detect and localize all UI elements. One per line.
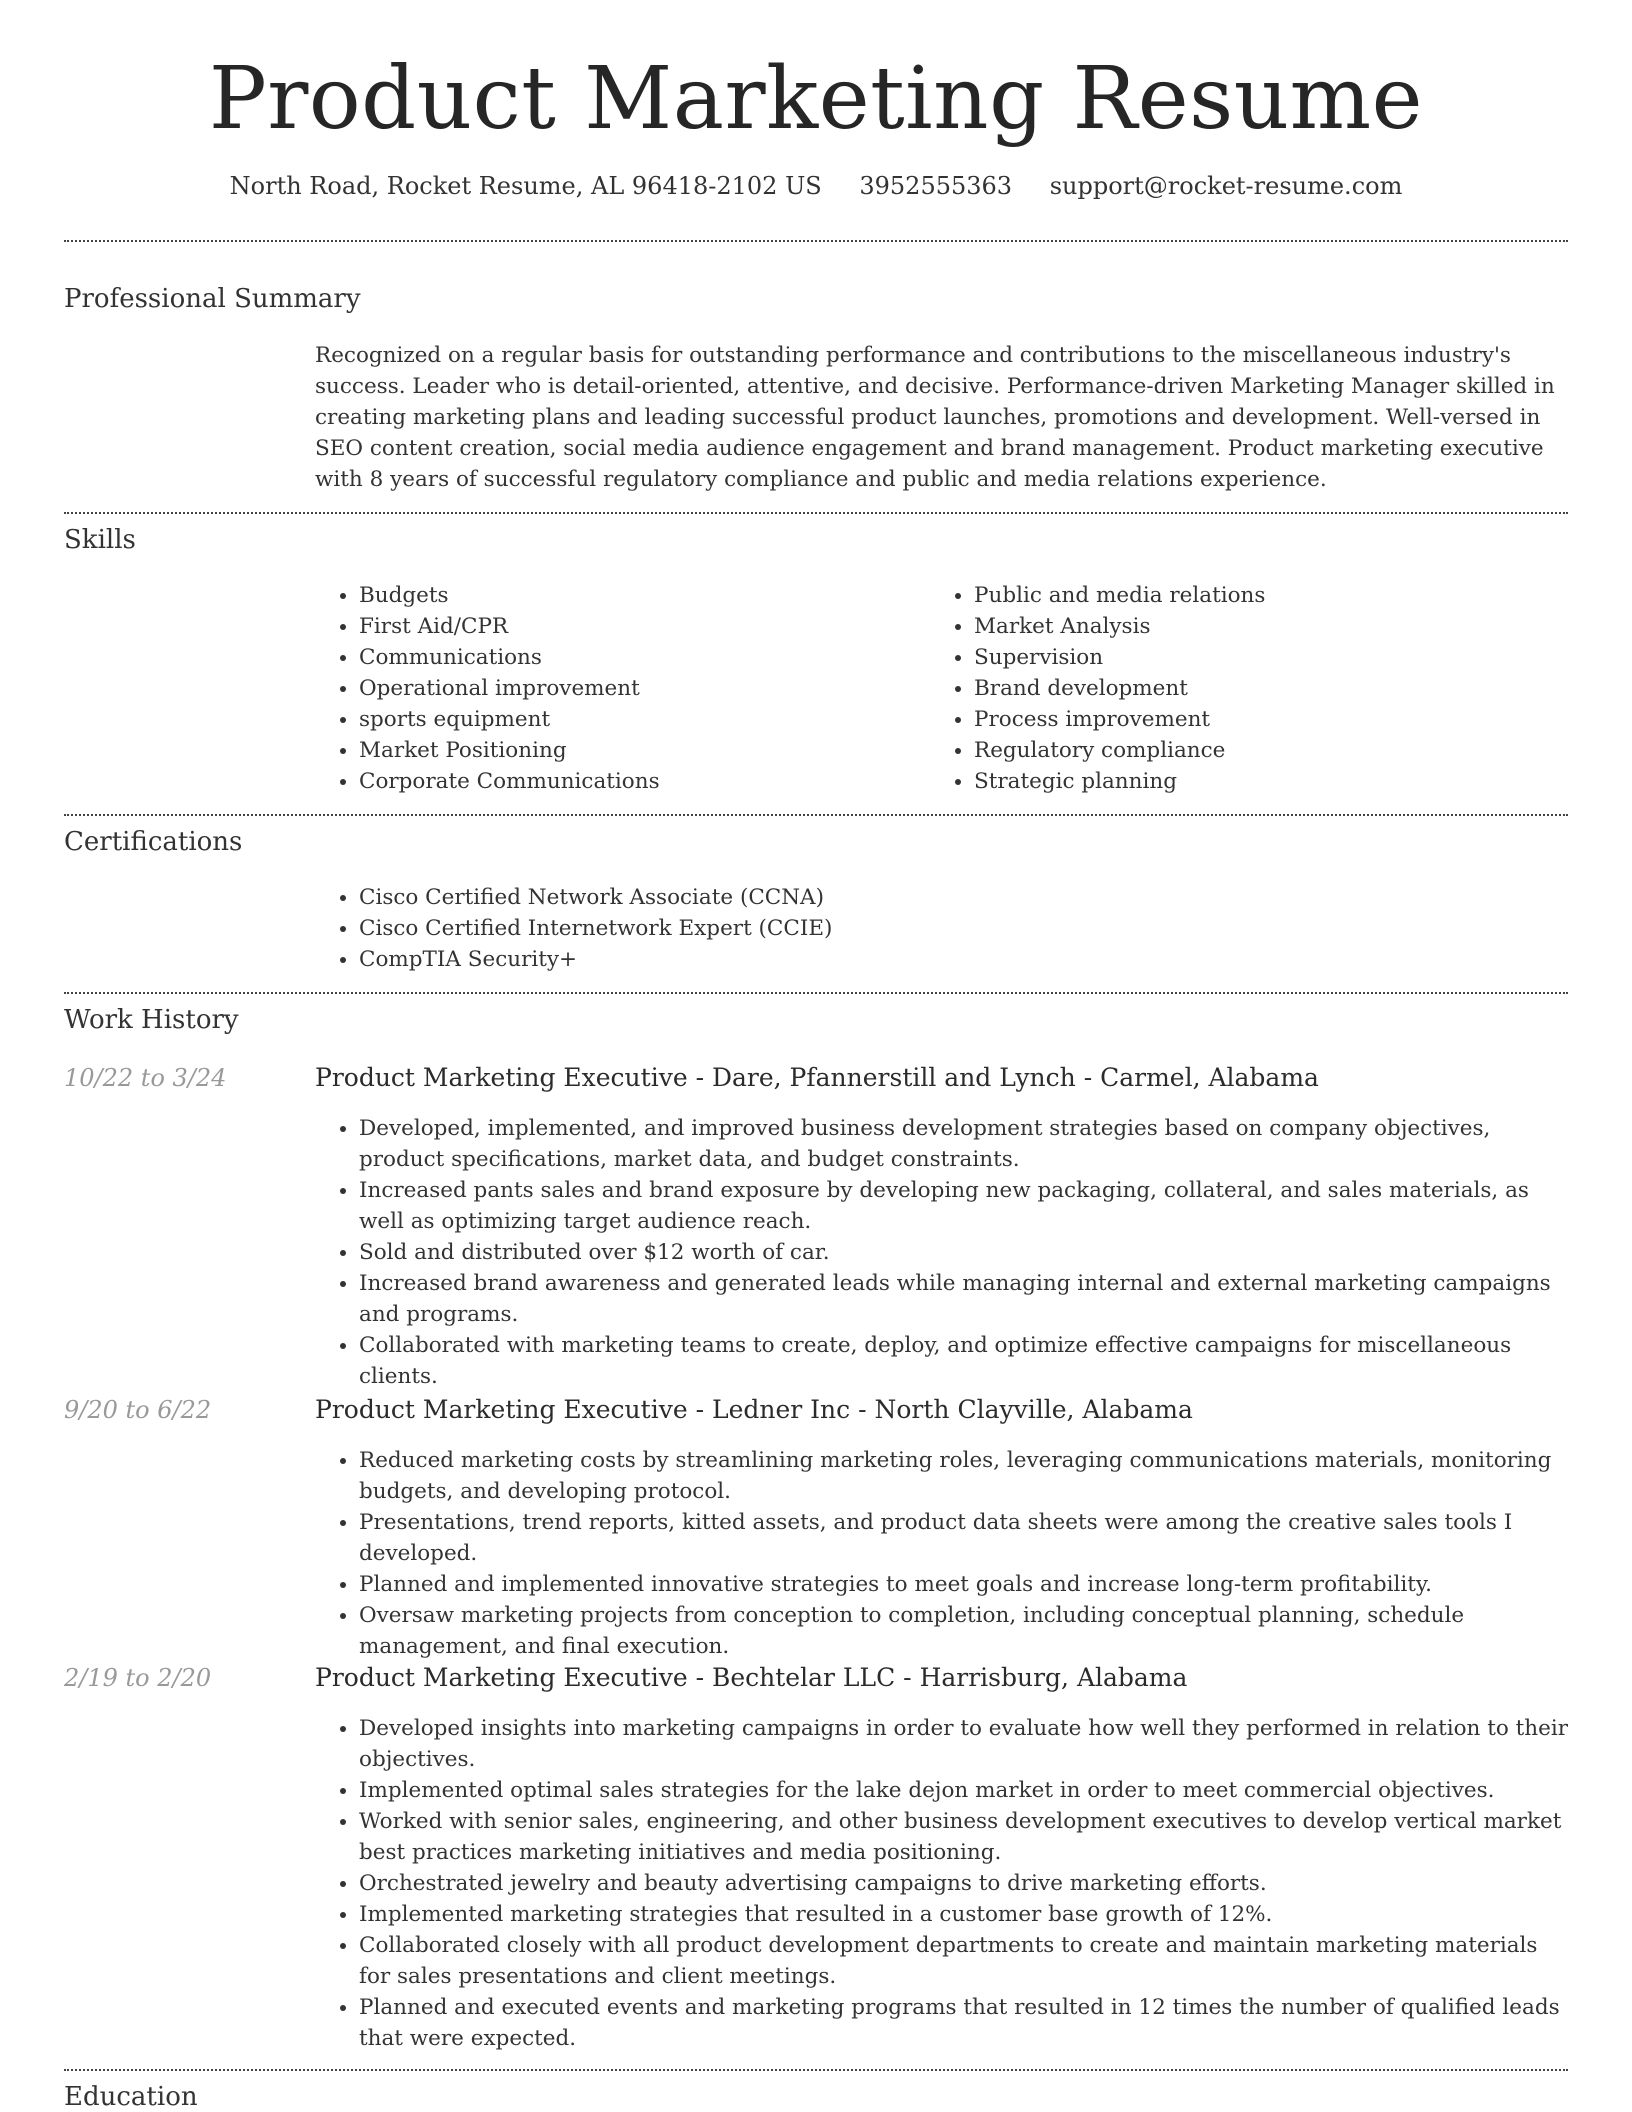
job-bullet: • Sold and distributed over $12 worth of car. bbox=[359, 1237, 1568, 1268]
divider bbox=[64, 814, 1568, 816]
divider bbox=[64, 512, 1568, 514]
job-company: Dare, Pfannerstill and Lynch bbox=[711, 1063, 1076, 1092]
job-bullet: • Planned and implemented innovative strategies to meet goals and increase long-term profitability. bbox=[359, 1569, 1568, 1600]
skill-item: • sports equipment bbox=[359, 704, 915, 735]
work-history-heading: Work History bbox=[64, 1005, 239, 1035]
job-bullet: • Presentations, trend reports, kitted assets, and product data sheets were among the creative sales tools I developed. bbox=[359, 1507, 1568, 1569]
skill-item: • Budgets bbox=[359, 580, 915, 611]
skills-heading: Skills bbox=[64, 525, 136, 555]
job-company: Bechtelar LLC bbox=[711, 1663, 896, 1692]
skill-item: • Corporate Communications bbox=[359, 766, 915, 797]
contact-email: support@rocket-resume.com bbox=[1049, 172, 1403, 200]
job-role: Product Marketing Executive bbox=[315, 1395, 688, 1424]
job-bullet: • Increased pants sales and brand exposure by developing new packaging, collateral, and sales materials, as well as optimizing target audience reach. bbox=[359, 1175, 1568, 1237]
skills-column-left bbox=[315, 580, 915, 797]
job-bullet: • Collaborated with marketing teams to create, deploy, and optimize effective campaigns for miscellaneous clients. bbox=[359, 1330, 1568, 1392]
job-company: Ledner Inc bbox=[711, 1395, 851, 1424]
job-bullet: • Collaborated closely with all product development departments to create and maintain marketing materials for sales presentations and client meetings. bbox=[359, 1930, 1568, 1992]
job-bullet: • Orchestrated jewelry and beauty advertising campaigns to drive marketing efforts. bbox=[359, 1868, 1568, 1899]
job-location: Carmel, Alabama bbox=[1100, 1063, 1319, 1092]
job-bullets bbox=[315, 1713, 1568, 2054]
summary-text: Recognized on a regular basis for outstanding performance and contributions to the miscellaneous industry's success. Leader who is detail-oriented, attentive, and decisive. Performance-driven Marketing Manager skilled in creating marketing plans and leading successful product launches, promotions and development. Well-versed in SEO content creation, social media audience engagement and brand management. Product marketing executive with 8 years of successful regulatory compliance and public and media relations experience. bbox=[315, 343, 1555, 492]
skill-item: • Process improvement bbox=[974, 704, 1530, 735]
job-bullets bbox=[315, 1445, 1568, 1662]
skill-item: • Regulatory compliance bbox=[974, 735, 1530, 766]
skill-item: • Brand development bbox=[974, 673, 1530, 704]
job-bullet: • Implemented optimal sales strategies for the lake dejon market in order to meet commercial objectives. bbox=[359, 1775, 1568, 1806]
certifications-heading: Certifications bbox=[64, 827, 243, 857]
job-dates: 2/19 to 2/20 bbox=[64, 1664, 212, 1692]
skill-item: • Supervision bbox=[974, 642, 1530, 673]
contact-phone: 3952555363 bbox=[859, 172, 1013, 200]
job-header: Product Marketing Executive - Dare, Pfannerstill and Lynch - Carmel, Alabama bbox=[315, 1063, 1319, 1092]
skill-item: • Market Analysis bbox=[974, 611, 1530, 642]
skill-item: • Operational improvement bbox=[359, 673, 915, 704]
contact-line bbox=[0, 172, 1632, 200]
job-bullet: • Implemented marketing strategies that resulted in a customer base growth of 12%. bbox=[359, 1899, 1568, 1930]
certification-item: • Cisco Certified Network Associate (CCNA) bbox=[359, 882, 1515, 913]
divider bbox=[64, 2069, 1568, 2071]
job-dates: 9/20 to 6/22 bbox=[64, 1396, 212, 1424]
education-heading: Education bbox=[64, 2082, 198, 2112]
skill-item: • Public and media relations bbox=[974, 580, 1530, 611]
job-header: Product Marketing Executive - Ledner Inc - North Clayville, Alabama bbox=[315, 1395, 1193, 1424]
job-location: North Clayville, Alabama bbox=[874, 1395, 1193, 1424]
job-role: Product Marketing Executive bbox=[315, 1663, 688, 1692]
certifications-list bbox=[315, 882, 1515, 975]
job-bullet: • Planned and executed events and marketing programs that resulted in 12 times the number of qualified leads that were expected. bbox=[359, 1992, 1568, 2054]
skill-item: • Communications bbox=[359, 642, 915, 673]
job-bullet: • Worked with senior sales, engineering, and other business development executives to develop vertical market best practices marketing initiatives and media positioning. bbox=[359, 1806, 1568, 1868]
contact-address: North Road, Rocket Resume, AL 96418-2102 US bbox=[229, 172, 822, 200]
job-header: Product Marketing Executive - Bechtelar LLC - Harrisburg, Alabama bbox=[315, 1663, 1188, 1692]
job-bullet: • Increased brand awareness and generated leads while managing internal and external marketing campaigns and programs. bbox=[359, 1268, 1568, 1330]
skill-item: • Strategic planning bbox=[974, 766, 1530, 797]
skill-item: • Market Positioning bbox=[359, 735, 915, 766]
summary-heading: Professional Summary bbox=[64, 284, 361, 314]
certification-item: • CompTIA Security+ bbox=[359, 944, 1515, 975]
job-dates: 10/22 to 3/24 bbox=[64, 1064, 227, 1092]
skill-item: • First Aid/CPR bbox=[359, 611, 915, 642]
job-bullet: • Developed, implemented, and improved business development strategies based on company objectives, product specifications, market data, and budget constraints. bbox=[359, 1113, 1568, 1175]
job-bullet: • Reduced marketing costs by streamlining marketing roles, leveraging communications materials, monitoring budgets, and developing protocol. bbox=[359, 1445, 1568, 1507]
skills-column-right bbox=[930, 580, 1530, 797]
job-bullet: • Developed insights into marketing campaigns in order to evaluate how well they performed in relation to their objectives. bbox=[359, 1713, 1568, 1775]
job-bullets bbox=[315, 1113, 1568, 1392]
job-bullet: • Oversaw marketing projects from conception to completion, including conceptual planning, schedule management, and final execution. bbox=[359, 1600, 1568, 1662]
job-role: Product Marketing Executive bbox=[315, 1063, 688, 1092]
certification-item: • Cisco Certified Internetwork Expert (CCIE) bbox=[359, 913, 1515, 944]
job-location: Harrisburg, Alabama bbox=[919, 1663, 1188, 1692]
resume-title: Product Marketing Resume bbox=[208, 49, 1424, 149]
divider bbox=[64, 240, 1568, 242]
divider bbox=[64, 992, 1568, 994]
